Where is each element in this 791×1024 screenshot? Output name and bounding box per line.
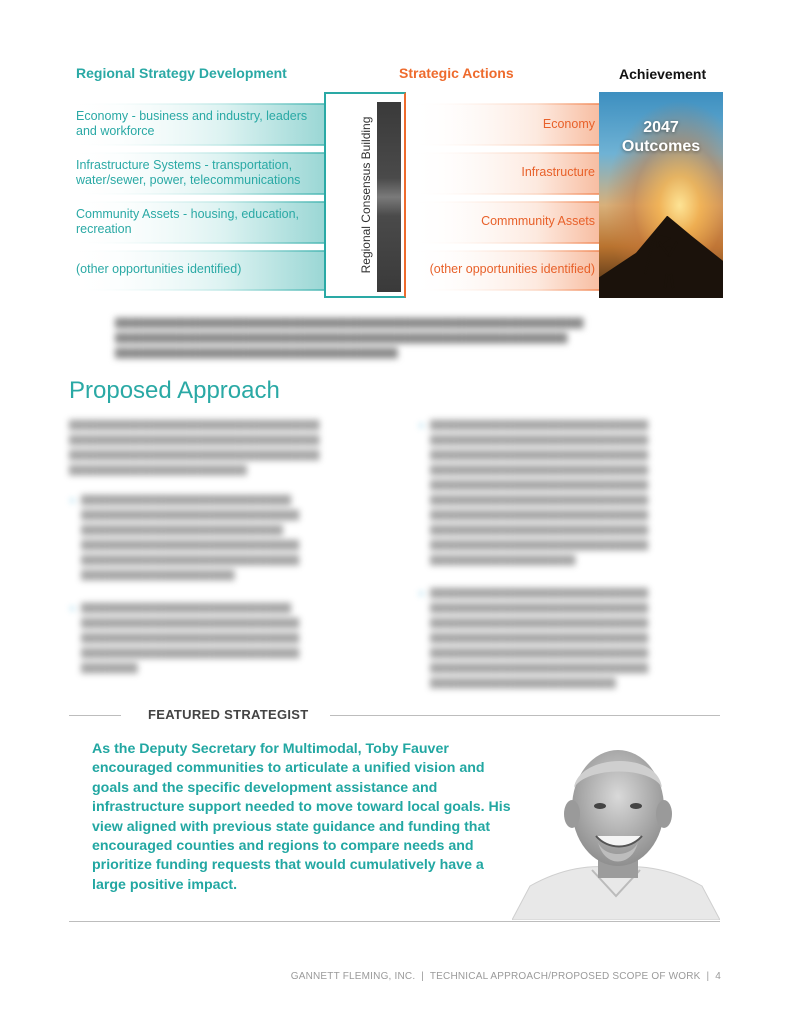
section-title: Proposed Approach	[69, 377, 280, 404]
featured-rule-bottom	[69, 921, 720, 922]
left-item-infrastructure: Infrastructure Systems - transportation, water/sewer, power, telecommunications	[76, 158, 301, 187]
featured-quote: As the Deputy Secretary for Multimodal, Toby Fauver encouraged communities to articulate a unified vision and goals and the specific development assistance and infrastructure support needed to move toward local goals. His view aligned with previous state guidance and funding that encouraged counties and regions to compare needs and prioritize funding requests that would cumulatively have a large positive impact.	[92, 741, 511, 893]
blurred-body-right: ■ ▇▇▇▇▇▇▇▇▇▇▇▇▇▇▇▇▇▇▇▇▇▇▇▇▇▇▇ ▇▇▇▇▇▇▇▇▇▇▇▇▇▇▇▇▇▇▇▇▇▇▇▇▇▇▇ ▇▇▇▇▇▇▇▇▇▇▇▇▇▇▇▇▇▇▇▇▇▇▇▇▇▇▇ ▇▇▇▇▇▇▇▇▇▇▇▇▇▇▇▇▇▇▇▇▇▇▇▇▇▇▇ ▇▇▇▇▇▇▇▇▇▇▇▇▇▇▇▇▇▇▇▇▇▇▇▇▇▇▇ ▇▇▇▇▇▇▇▇▇▇▇▇▇▇▇▇▇▇▇▇▇▇▇▇▇▇▇ ▇▇▇▇▇▇▇▇▇▇▇▇▇▇▇▇▇▇▇▇▇▇▇▇▇▇▇ ▇▇▇▇▇▇▇▇▇▇▇▇▇▇▇▇▇▇▇▇▇▇▇▇▇▇▇ ▇▇▇▇▇▇▇▇▇▇▇▇▇▇▇▇▇▇▇▇▇▇▇▇▇▇▇ ▇▇▇▇▇▇▇▇▇▇▇▇▇▇▇▇▇▇ ■ ▇▇▇▇▇▇▇▇▇▇▇▇▇▇▇▇▇▇▇▇▇▇▇▇▇▇▇ ▇▇▇▇▇▇▇▇▇▇▇▇▇▇▇▇▇▇▇▇▇▇▇▇▇▇▇ ▇▇▇▇▇▇▇▇▇▇▇▇▇▇▇▇▇▇▇▇▇▇▇▇▇▇▇ ▇▇▇▇▇▇▇▇▇▇▇▇▇▇▇▇▇▇▇▇▇▇▇▇▇▇▇ ▇▇▇▇▇▇▇▇▇▇▇▇▇▇▇▇▇▇▇▇▇▇▇▇▇▇▇ ▇▇▇▇▇▇▇▇▇▇▇▇▇▇▇▇▇▇▇▇▇▇▇▇▇▇▇ ▇▇▇▇▇▇▇▇▇▇▇▇▇▇▇▇▇▇▇▇▇▇▇	[418, 418, 720, 709]
featured-rule-right	[330, 715, 720, 716]
diagram-header-left: Regional Strategy Development	[76, 65, 287, 81]
left-item-community: Community Assets - housing, education, recreation	[76, 207, 300, 236]
right-item-other: (other opportunities identified)	[429, 262, 595, 276]
featured-rule-left	[69, 715, 121, 716]
consensus-bar	[377, 102, 401, 292]
featured-label: FEATURED STRATEGIST	[148, 707, 309, 722]
consensus-label: Regional Consensus Building	[359, 116, 373, 274]
footer-company: GANNETT FLEMING, INC.	[290, 971, 416, 982]
footer-section: TECHNICAL APPROACH/PROPOSED SCOPE OF WORK	[429, 971, 701, 982]
diagram-header-middle: Strategic Actions	[399, 65, 514, 81]
achievement-image	[599, 92, 723, 298]
strategist-photo	[512, 736, 720, 920]
left-item-other: (other opportunities identified)	[76, 262, 242, 276]
right-item-economy: Economy	[542, 117, 595, 131]
page-number: 4	[715, 971, 721, 982]
blurred-body-left: ▇▇▇▇▇▇▇▇▇▇▇▇▇▇▇▇▇▇▇▇▇▇▇▇▇▇▇▇▇▇▇ ▇▇▇▇▇▇▇▇▇▇▇▇▇▇▇▇▇▇▇▇▇▇▇▇▇▇▇▇▇▇▇ ▇▇▇▇▇▇▇▇▇▇▇▇▇▇▇▇▇▇▇▇▇▇▇▇▇▇▇▇▇▇▇ ▇▇▇▇▇▇▇▇▇▇▇▇▇▇▇▇▇▇▇▇▇▇ ■ ▇▇▇▇▇▇▇▇▇▇▇▇▇▇▇▇▇▇▇▇▇▇▇▇▇▇ ▇▇▇▇▇▇▇▇▇▇▇▇▇▇▇▇▇▇▇▇▇▇▇▇▇▇▇ ▇▇▇▇▇▇▇▇▇▇▇▇▇▇▇▇▇▇▇▇▇▇▇▇▇ ▇▇▇▇▇▇▇▇▇▇▇▇▇▇▇▇▇▇▇▇▇▇▇▇▇▇▇ ▇▇▇▇▇▇▇▇▇▇▇▇▇▇▇▇▇▇▇▇▇▇▇▇▇▇▇ ▇▇▇▇▇▇▇▇▇▇▇▇▇▇▇▇▇▇▇ ■ ▇▇▇▇▇▇▇▇▇▇▇▇▇▇▇▇▇▇▇▇▇▇▇▇▇▇ ▇▇▇▇▇▇▇▇▇▇▇▇▇▇▇▇▇▇▇▇▇▇▇▇▇▇▇ ▇▇▇▇▇▇▇▇▇▇▇▇▇▇▇▇▇▇▇▇▇▇▇▇▇▇▇ ▇▇▇▇▇▇▇▇▇▇▇▇▇▇▇▇▇▇▇▇▇▇▇▇▇▇▇ ▇▇▇▇▇▇▇	[69, 418, 379, 694]
left-item-economy: Economy - business and industry, leaders and workforce	[76, 109, 308, 138]
outcome-title	[599, 118, 723, 156]
right-item-infrastructure: Infrastructure	[521, 165, 595, 179]
page-footer: GANNETT FLEMING, INC. | TECHNICAL APPROACH/PROPOSED SCOPE OF WORK | 4	[290, 971, 721, 982]
person-flag-icon	[637, 232, 697, 292]
blurred-caption: ▇▇▇▇▇▇▇▇▇▇▇▇▇▇▇▇▇▇▇▇▇▇▇▇▇▇▇▇▇▇▇▇▇▇▇▇▇▇▇▇▇▇▇▇▇▇▇▇▇▇▇▇▇▇▇▇▇▇ ▇▇▇▇▇▇▇▇▇▇▇▇▇▇▇▇▇▇▇▇▇▇▇▇▇▇▇▇▇▇▇▇▇▇▇▇▇▇▇▇▇▇▇▇▇▇▇▇▇▇▇▇▇▇▇▇ ▇▇▇▇▇▇▇▇▇▇▇▇▇▇▇▇▇▇▇▇▇▇▇▇▇▇▇▇▇▇▇▇▇▇▇	[115, 317, 584, 359]
outcome-label: Outcomes	[621, 138, 701, 155]
diagram-header-right: Achievement	[619, 66, 707, 82]
right-item-community: Commmunity Assets	[481, 214, 595, 228]
portrait-illustration	[512, 736, 720, 920]
outcome-year: 2047	[643, 119, 679, 136]
